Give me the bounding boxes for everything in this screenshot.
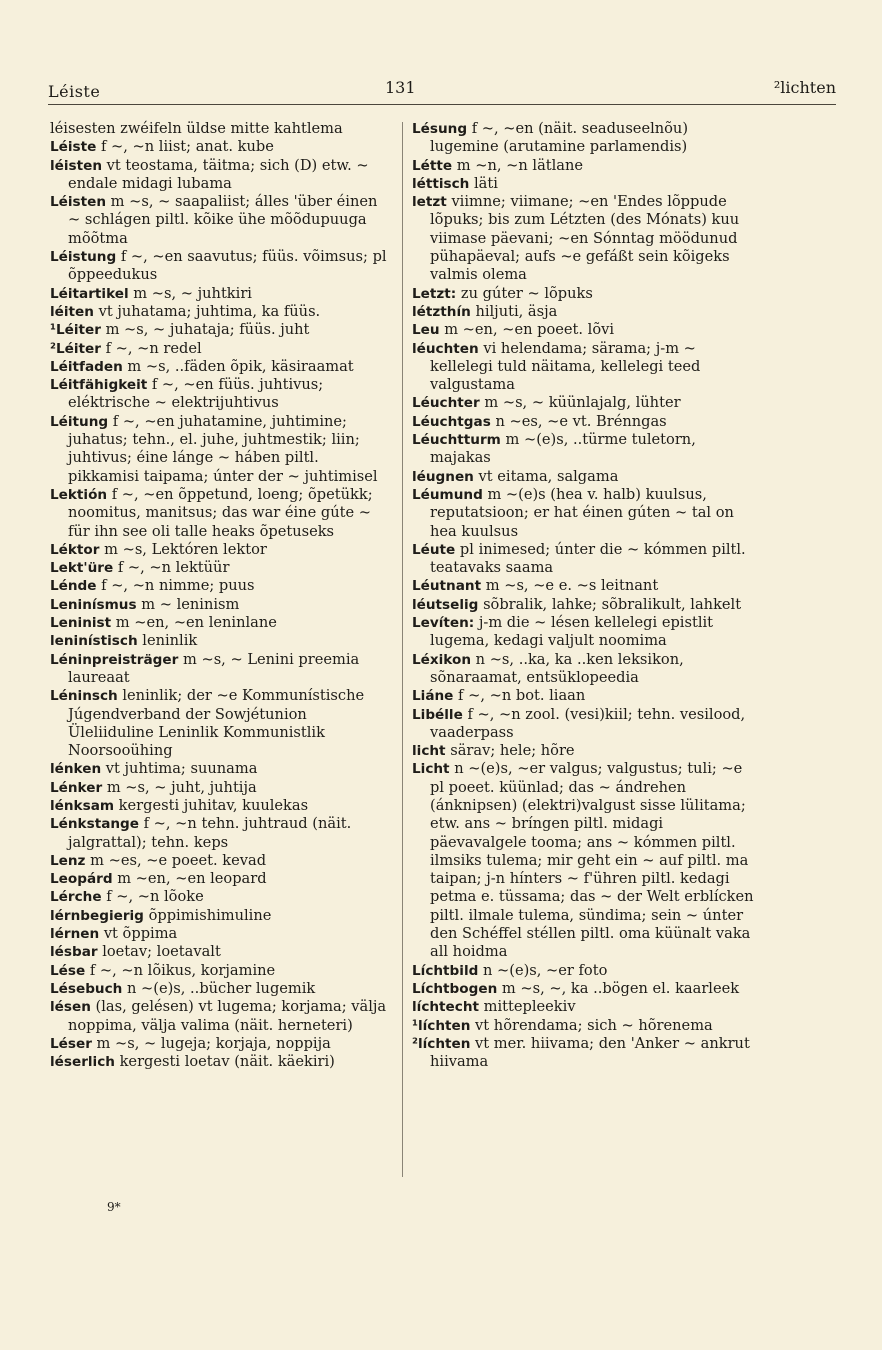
entry-definition: vt õppima [103,925,178,943]
dictionary-entry [412,541,757,578]
entry-definition: f ~, ~n nimme; puus [101,577,255,595]
entry-definition: hiljuti, äsja [475,302,558,320]
entry-definition: f ~, ~en füüs. juhtivus; eléktrische ~ elektrijuhtivus [68,376,324,412]
dictionary-entry [50,138,392,156]
dictionary-entry [50,541,392,559]
entry-headword: Léktor [50,541,100,558]
dictionary-entry [50,248,392,285]
entry-headword: Levíten: [412,615,475,632]
dictionary-entry [50,340,392,358]
entry-definition: f ~, ~n lõikus, korjamine [89,961,276,979]
entry-definition: vt teostama, täitma; sich (D) etw. ~ endale midagi lubama [68,156,369,192]
dictionary-entry [412,687,757,705]
entry-headword: letzt [412,194,447,211]
dictionary-entry [412,651,757,688]
entry-headword: Leninísmus [50,596,137,613]
dictionary-entry [412,1017,757,1035]
entry-definition: f ~, ~en juhatamine, juhtimine; juhatus; tehn., el. juhe, juhtmestik; liin; juhtivus; éine lánge ~ háben piltl. pikkamisi taipama; únter der ~ juhtimisel [68,412,378,485]
entry-definition: kergesti juhitav, kuulekas [118,796,309,814]
entry-headword: Letzt: [412,285,457,302]
dictionary-entry [412,157,757,175]
dictionary-entry [50,413,392,486]
entry-headword: Léuchter [412,395,480,412]
entry-headword: Leninist [50,615,112,632]
dictionary-entry [50,120,392,138]
entry-definition: (las, gelésen) vt lugema; korjama; välja noppima, välja valima (näit. herneteri) [68,998,387,1034]
entry-headword: Lektión [50,486,108,503]
entry-headword: Léutnant [412,578,482,595]
entry-headword: léiten [50,303,94,320]
entry-headword: lérnen [50,926,100,943]
dictionary-entry [50,193,392,248]
dictionary-entry [50,559,392,577]
entry-definition: f ~, ~n liist; anat. kube [101,138,274,156]
entry-headword: Lérche [50,889,102,906]
dictionary-entry [50,962,392,980]
dictionary-entry [50,614,392,632]
entry-headword: Léitung [50,413,109,430]
entry-headword: Líchtbild [412,962,479,979]
entry-definition: vt juhatama; juhtima, ka füüs. [98,302,321,320]
entry-headword: ²líchten [412,1035,471,1052]
dictionary-entry [412,175,757,193]
dictionary-entry [412,394,757,412]
entry-definition: viimne; viimane; ~en 'Endes lõppude lõpuks; bis zum Létzten (des Mónats) kuu viimase päevani; ~en Sónntag möödunud pühapäeval; aufs ~e gefáßt sein kõigeks valmis olema [430,193,740,284]
dictionary-entry [412,486,757,541]
entry-definition: f ~, ~en õppetund, loeng; õpetükk; noomitus, manitsus; das war éine gúte ~ für ihn see oli talle heaks õpetuseks [68,485,373,540]
entry-headword: Libélle [412,706,463,723]
dictionary-entry [50,358,392,376]
running-head-right: ²lichten [773,78,836,97]
entry-headword: leninístisch [50,633,138,650]
dictionary-entry [50,1035,392,1053]
dictionary-entry [50,852,392,870]
right-column [412,120,757,1071]
entry-headword: Léumund [412,486,483,503]
entry-definition: loetav; loetavalt [102,943,221,961]
entry-headword: Lésung [412,121,468,137]
entry-definition: n ~(e)s, ..bücher lugemik [126,979,316,997]
entry-headword: Léute [412,541,456,558]
dictionary-entry [412,577,757,595]
entry-definition: m ~(e)s (hea v. halb) kuulsus, reputatsioon; er hat éinen gúten ~ tal on hea kuulsus [430,485,734,540]
dictionary-entry [50,870,392,888]
entry-definition: f ~, ~n lektüür [117,559,230,577]
entry-headword: Létte [412,157,453,174]
entry-definition: f ~, ~en (näit. seaduseelnõu) lugemine (arutamine parlamendis) [430,120,689,156]
dictionary-entry [50,779,392,797]
dictionary-entry [50,486,392,541]
entry-headword: Lénkstange [50,816,139,833]
entry-definition: m ~s, ~ juht, juhtija [106,778,257,796]
entry-definition: f ~, ~n bot. liaan [458,687,586,705]
dictionary-entry [412,742,757,760]
running-head-left: Léiste [48,82,101,101]
entry-headword: ²Léiter [50,340,101,357]
dictionary-entry [50,376,392,413]
entry-headword: lénksam [50,797,115,814]
dictionary-entry [412,980,757,998]
entry-headword: lésbar [50,944,98,961]
entry-headword: Léninsch [50,688,118,705]
signature-mark: 9* [107,1200,121,1214]
dictionary-entry [412,760,757,961]
entry-definition: m ~s, ~, ka ..bögen el. kaarleek [501,979,740,997]
entry-definition: vt hõrendama; sich ~ hõrenema [475,1016,713,1034]
dictionary-entry [412,1035,757,1072]
entry-definition: kergesti loetav (näit. käekiri) [119,1053,335,1071]
entry-headword: Lénde [50,578,97,595]
entry-definition: vi helendama; särama; j-m ~ kellelegi tuld näitama, kellelegi teed valgustama [430,339,701,394]
dictionary-entry [412,998,757,1016]
entry-definition: m ~s, ~e e. ~s leitnant [485,577,659,595]
column-divider [402,122,403,1177]
dictionary-entry [50,687,392,760]
entry-headword: ¹Léiter [50,322,101,339]
entry-definition: läti [474,174,498,192]
dictionary-entry [50,907,392,925]
entry-headword: Lenz [50,852,86,869]
entry-definition: f ~, ~n tehn. juhtraud (näit. jalgrattal); tehn. keps [68,815,352,851]
dictionary-entry [50,651,392,688]
entry-definition: m ~en, ~en leninlane [115,614,277,632]
entry-headword: létzthín [412,303,471,320]
entry-headword: léserlich [50,1054,115,1071]
entry-headword: Léitfähigkeit [50,377,148,394]
entry-definition: f ~, ~n zool. (vesi)kiil; tehn. vesilood, vaaderpass [430,705,746,741]
dictionary-entry [50,998,392,1035]
entry-definition: zu gúter ~ lõpuks [460,284,593,302]
entry-headword: Léninpreisträger [50,651,179,668]
entry-headword: Léuchtturm [412,432,501,449]
dictionary-entry [412,962,757,980]
entry-headword: Léser [50,1035,92,1052]
dictionary-entry [412,193,757,284]
dictionary-entry [50,577,392,595]
entry-definition: särav; hele; hõre [450,742,575,760]
entry-headword: Léitfaden [50,358,123,375]
dictionary-entry [412,468,757,486]
entry-headword: léutselig [412,596,479,613]
entry-definition: m ~s, ..fäden õpik, käsiraamat [127,357,354,375]
entry-headword: léisten [50,157,103,174]
entry-definition: leninlik [142,632,198,650]
entry-definition: m ~s, ~ lugeja; korjaja, noppija [96,1034,331,1052]
entry-definition: sõbralik, lahke; sõbralikult, lahkelt [483,595,742,613]
entry-definition: leninlik; der ~e Kommunístische Júgendverband der Sowjétunion Üleliiduline Leninlik Kommunistlik Noorsooühing [68,687,365,760]
entry-headword: Lése [50,962,86,979]
entry-headword: Léuchtgas [412,413,491,430]
dictionary-entry [50,596,392,614]
entry-definition: m ~n, ~n lätlane [456,156,584,174]
entry-definition: m ~s, Lektóren lektor [104,540,267,558]
entry-headword: Liáne [412,688,454,705]
entry-definition: m ~s, ~ saapaliist; álles 'über éinen ~ schlágen piltl. kõike ühe mõõdupuuga mõõtma [68,193,378,247]
entry-definition: m ~es, ~e poeet. kevad [90,851,267,869]
dictionary-entry [412,321,757,339]
dictionary-entry [50,797,392,815]
header-rule [48,104,836,105]
entry-headword: Leopárd [50,871,113,888]
entry-definition: n ~es, ~e vt. Brénngas [495,412,667,430]
entry-definition: n ~s, ..ka, ka ..ken leksikon, sõnaraamat, entsüklopeedia [430,650,684,686]
dictionary-entry [50,632,392,650]
entry-headword: lérnbegierig [50,907,144,924]
entry-headword: Léxikon [412,651,472,668]
entry-definition: pl inimesed; únter die ~ kómmen piltl. teatavaks saama [430,540,746,577]
dictionary-entry [412,413,757,431]
dictionary-entry [50,285,392,303]
page-number: 131 [385,78,416,97]
entry-headword: Léitartikel [50,285,129,302]
dictionary-entry [50,980,392,998]
dictionary-entry [412,285,757,303]
dictionary-entry [50,888,392,906]
dictionary-entry [50,321,392,339]
entry-headword: Leu [412,322,440,339]
entry-definition: léisesten zwéifeln üldse mitte kahtlema [50,120,343,137]
entry-headword: lénken [50,761,102,778]
entry-headword: léuchten [412,340,479,357]
left-column [50,120,392,1071]
dictionary-entry [412,431,757,468]
dictionary-entry [412,596,757,614]
entry-headword: líchtecht [412,999,480,1016]
entry-definition: j-m die ~ lésen kellelegi epistlit lugema, kedagi valjult noomima [430,614,714,650]
entry-definition: f ~, ~en saavutus; füüs. võimsus; pl õppeedukus [68,248,387,284]
entry-headword: Lekt'üre [50,560,114,577]
dictionary-entry [50,815,392,852]
dictionary-entry [50,303,392,321]
entry-definition: f ~, ~n lõoke [106,888,204,906]
entry-headword: Lésebuch [50,980,123,997]
entry-headword: Líchtbogen [412,980,498,997]
dictionary-entry [50,157,392,194]
entry-definition: m ~s, ~ juhtkiri [133,284,252,302]
entry-headword: licht [412,743,446,760]
entry-definition: m ~ leninism [141,595,240,613]
dictionary-entry [50,943,392,961]
entry-definition: vt juhtima; suunama [105,760,258,778]
entry-headword: Léistung [50,249,117,266]
entry-definition: m ~s, ~ küünlajalg, lühter [484,394,681,412]
entry-definition: m ~en, ~en poeet. lõvi [444,321,615,339]
entry-definition: vt mer. hiivama; den 'Anker ~ ankrut hiivama [430,1034,750,1071]
entry-definition: n ~(e)s, ~er valgus; valgustus; tuli; ~e pl poeet. küünlad; das ~ ándrehen (ánknipsen) (elektri)valgust sisse lülitama; etw. ans ~ bríngen piltl. midagi päevavalgele tooma; ans ~ kómmen piltl. ilmsiks tulema; mir geht ein ~ auf piltl. ma taipan; j-n hínters ~ f'ühren piltl. kedagi petma e. tüssama; das ~ der Welt erblícken piltl. ilmale tulema, sündima; sein ~ únter den Schéffel stéllen piltl. oma küünalt vaka all hoidma [430,760,754,961]
entry-headword: léttisch [412,175,470,192]
dictionary-entry [50,760,392,778]
dictionary-entry [412,614,757,651]
dictionary-entry [412,340,757,395]
entry-definition: vt eitama, salgama [478,467,619,485]
entry-headword: Licht [412,761,450,778]
dictionary-entry [412,120,757,157]
entry-definition: f ~, ~n redel [105,339,202,357]
entry-headword: Lénker [50,779,103,796]
dictionary-entry [412,706,757,743]
entry-definition: n ~(e)s, ~er foto [482,961,608,979]
entry-definition: õppimishimuline [148,906,272,924]
entry-headword: lésen [50,999,91,1016]
entry-headword: ¹líchten [412,1017,471,1034]
dictionary-entry [50,925,392,943]
entry-definition: m ~(e)s, ..türme tuletorn, majakas [430,431,696,467]
entry-headword: Léisten [50,194,107,211]
dictionary-entry [50,1053,392,1071]
entry-headword: léugnen [412,468,474,485]
dictionary-entry [412,303,757,321]
entry-headword: Léiste [50,139,97,156]
entry-definition: m ~en, ~en leopard [117,870,267,888]
entry-definition: m ~s, ~ juhataja; füüs. juht [105,321,310,339]
entry-definition: mittepleekiv [483,998,576,1016]
entry-definition: m ~s, ~ Lenini preemia laureaat [68,650,360,686]
